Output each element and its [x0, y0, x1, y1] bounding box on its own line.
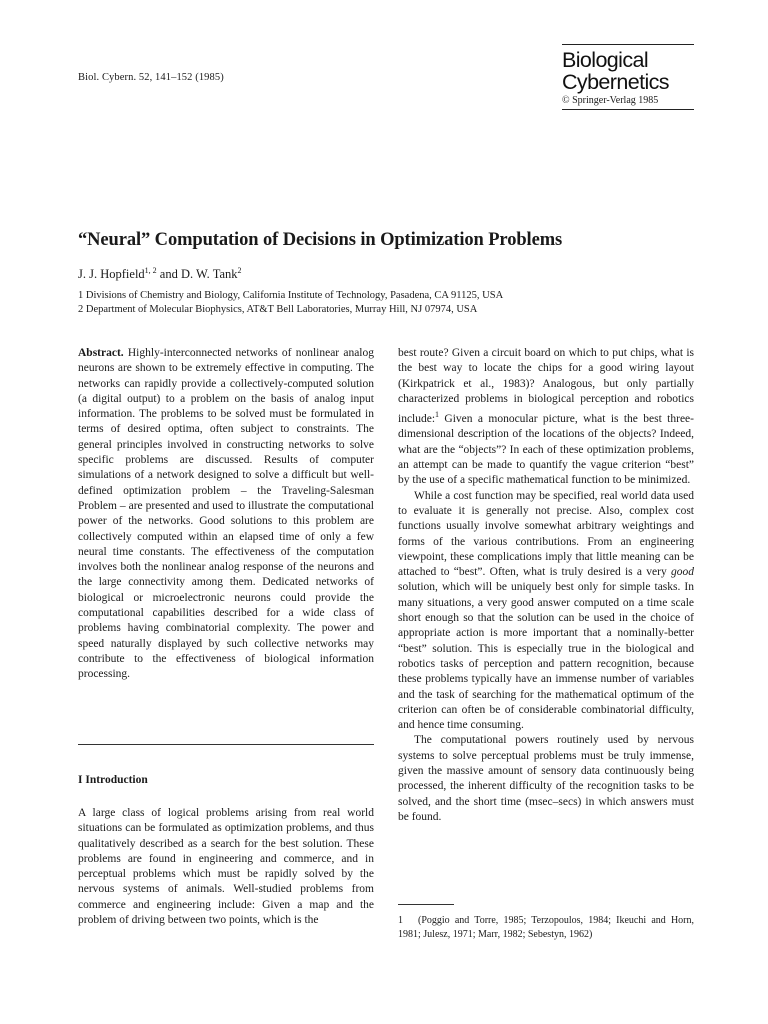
emphasis-good: good [671, 566, 694, 579]
abstract-paragraph [78, 346, 374, 683]
body-paragraph-1-part-a: best route? Given a circuit board on which to put chips, what is the best way to locate the chips for a good wiring layout (Kirkpatrick et al., 1983)? Analogous, but only partially characterized problems in biological perception and robotics include: [398, 347, 694, 426]
copyright-notice: © Springer-Verlag 1985 [562, 95, 659, 106]
author-tank: and D. W. Tank [156, 267, 238, 281]
abstract-divider [78, 744, 374, 745]
masthead-bottom-rule [562, 109, 694, 110]
footnote-mark: 1 [398, 915, 403, 926]
affiliation-caltech: 1 Divisions of Chemistry and Biology, California Institute of Technology, Pasadena, CA 91125, USA [78, 290, 504, 301]
body-paragraph-2 [398, 489, 694, 734]
body-paragraph-1-part-b: Given a monocular picture, what is the best three-dimensional description of the locations of the objects? Indeed, what are the “objects”? In each of these optimization problems, an attempt can be made to quantify the vague criterion “best” by the use of a specific mathematical function to be minimized. [398, 413, 694, 487]
affiliation-bell-labs: 2 Department of Molecular Biophysics, AT&T Bell Laboratories, Murray Hill, NJ 07974, USA [78, 304, 478, 315]
journal-citation: Biol. Cybern. 52, 141–152 (1985) [78, 72, 224, 83]
footnote-text: (Poggio and Torre, 1985; Terzopoulos, 1984; Ikeuchi and Horn, 1981; Julesz, 1971; Marr, 1982; Sebestyn, 1962) [398, 915, 694, 940]
journal-masthead [562, 44, 694, 110]
introduction-column [78, 806, 374, 928]
right-column [398, 346, 694, 825]
body-paragraph-3: The computational powers routinely used by nervous systems to solve perceptual problems must be truly immense, given the massive amount of sensory data continuously being processed, the inherent difficulty of the recognition tasks to be solved, and the short time (msec–secs) in which answers must be found. [398, 734, 694, 823]
section-heading-introduction: I Introduction [78, 774, 148, 786]
abstract-column [78, 346, 374, 683]
footnote-divider [398, 904, 454, 905]
author-hopfield: J. J. Hopfield [78, 267, 145, 281]
paper-title: “Neural” Computation of Decisions in Optimization Problems [78, 230, 563, 250]
body-paragraph-1 [398, 346, 694, 489]
masthead-top-rule [562, 44, 694, 45]
author-line [78, 266, 242, 282]
abstract-text: Highly-interconnected networks of nonlinear analog neurons are shown to be extremely effective in computing. The networks can rapidly provide a collectively-computed solution (a digital output) to a problem on the basis of analog input information. The problems to be solved must be formulated in terms of desired optima, often subject to constraints. The general principles involved in constructing networks to solve specific problems are discussed. Results of computer simulations of a network designed to solve a difficult but well-defined optimization problem – the Traveling-Salesman Problem – are presented and used to illustrate the computational power of the networks. Good solutions to this problem are collectively computed within an elapsed time of only a few neural time constants. The effectiveness of the computation involves both the nonlinear analog response of the neurons and the large connectivity among them. Dedicated networks of biological or microelectronic neurons could provide the computational capabilities described for a wide class of problems having combinatorial complexity. The power and speed naturally displayed by such collective networks may contribute to the effectiveness of biological information processing. [78, 347, 374, 681]
author-hopfield-affil-mark: 1, 2 [144, 266, 157, 275]
journal-title [562, 49, 694, 93]
footnote-1 [398, 914, 694, 942]
body-paragraph-2-part-a: While a cost function may be specified, real world data used to evaluate it is generally not precise. Also, complex cost functions usually involve somewhat arbitrary weightings and forms of the various contributions. From an engineering viewpoint, these complications imply that little meaning can be attached to “best”. Often, what is truly desired is a very [398, 489, 694, 579]
journal-title-line-2: Cybernetics [562, 70, 669, 94]
body-paragraph-2-part-b: solution, which will be uniquely best only for simple tasks. In many situations, a very good answer computed on a time scale short enough so that the solution can be used in the choice of appropriate action is more important that a nominally-better “best” solution. This is especially true in the biological and robotics tasks of perception and pattern recognition, because these problems typically have an immense number of variables and the task of searching for the mathematical optimum of the criterion can often be of considerable combinatorial difficulty, and hence time consuming. [398, 581, 694, 732]
journal-title-line-1: Biological [562, 48, 649, 72]
author-tank-affil-mark: 2 [237, 266, 242, 275]
introduction-paragraph: A large class of logical problems arising from real world situations can be formulated as optimization problems, and thus qualitatively described as a search for the best solution. These problems are found in engineering and commerce, and in perceptual problems which must be rapidly solved by the nervous systems of animals. Well-studied problems from commerce and engineering include: Given a map and the problem of driving between two points, which is the [78, 807, 374, 927]
footnote-ref-1[interactable]: 1 [435, 410, 440, 420]
abstract-label: Abstract. [78, 347, 124, 359]
